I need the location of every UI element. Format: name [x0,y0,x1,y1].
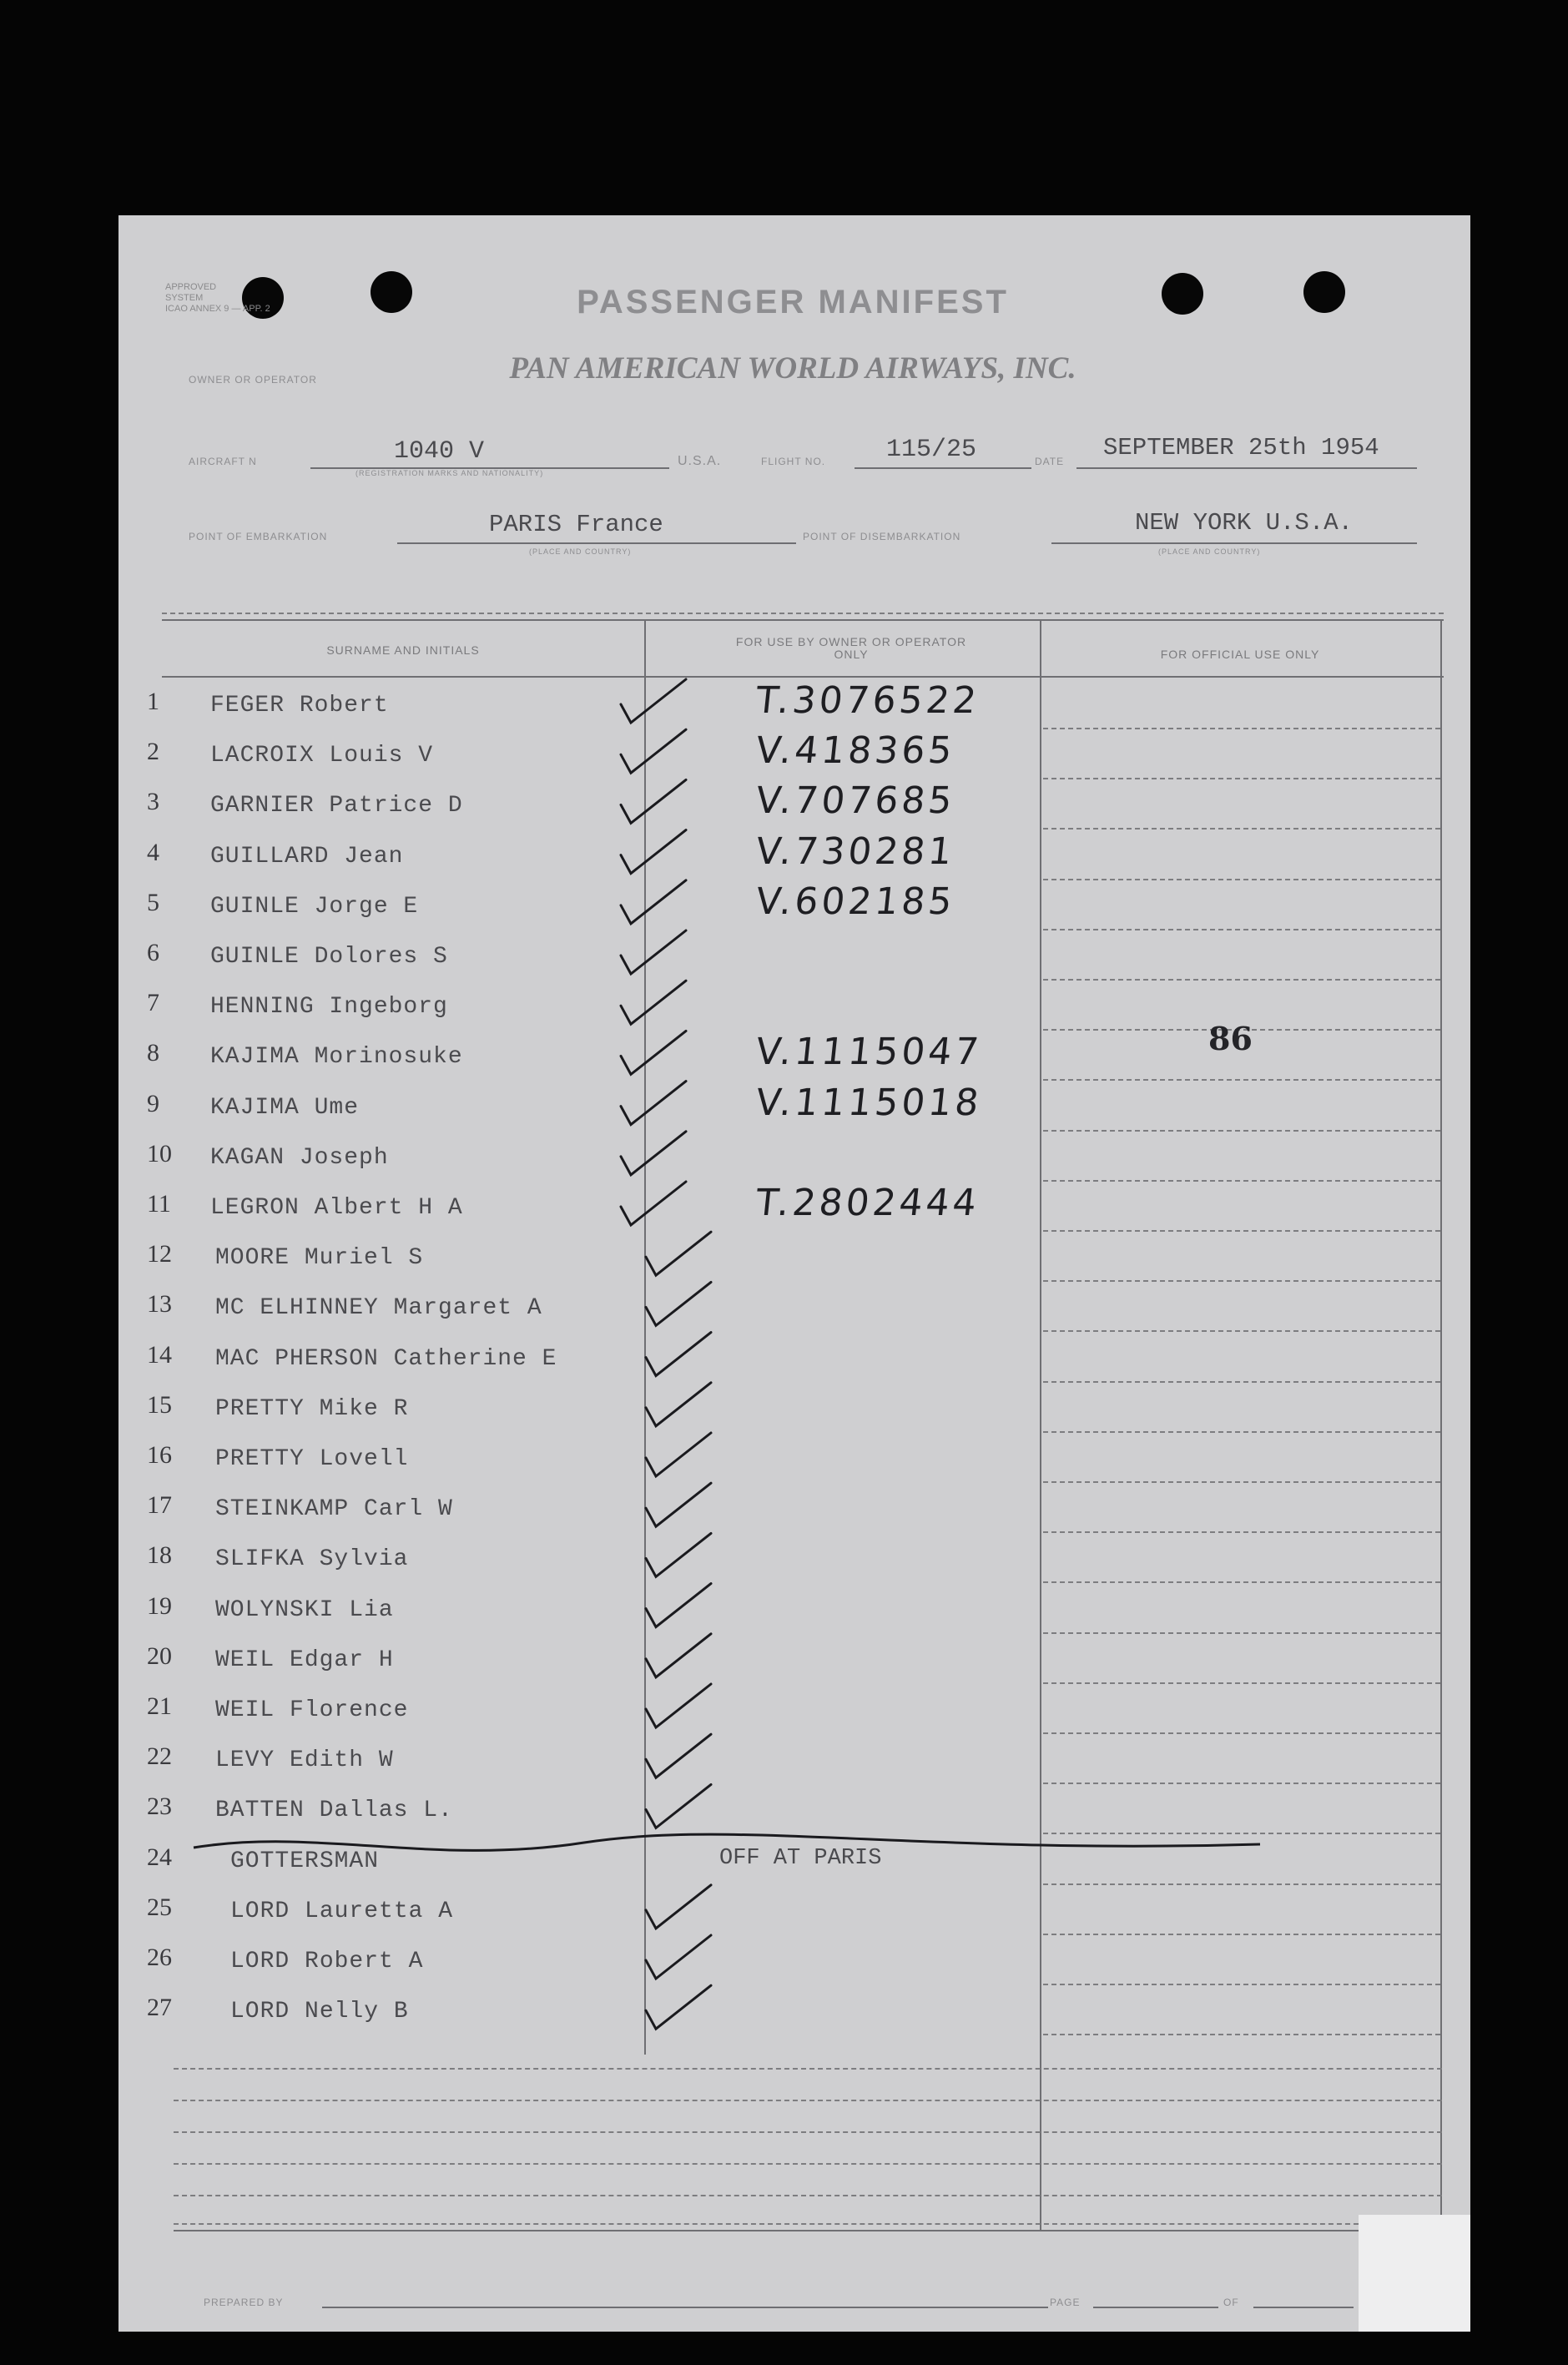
check-mark [621,981,686,1024]
check-mark [646,1935,711,1979]
row-number: 12 [147,1240,172,1268]
passenger-name: SLIFKA Sylvia [215,1546,409,1573]
row-number: 8 [147,1039,159,1067]
row-number: 1 [147,688,159,715]
row-number: 7 [147,989,159,1017]
check-mark [646,1634,711,1677]
check-mark [646,1533,711,1576]
check-mark [621,1132,686,1175]
passenger-name: PRETTY Mike R [215,1395,409,1422]
passenger-name: LACROIX Louis V [210,743,434,769]
owner-label: OWNER OR OPERATOR [189,374,317,386]
row-number: 26 [147,1944,172,1971]
check-mark [646,1232,711,1275]
row-number: 17 [147,1491,172,1520]
row-number: 14 [147,1340,172,1369]
row-number: 2 [147,738,159,766]
official-mark: 86 [1208,1020,1253,1057]
check-mark [621,880,686,924]
row-number: 4 [147,838,159,866]
column-header-official: FOR OFFICIAL USE ONLY [1160,648,1320,661]
date-label: DATE [1035,456,1065,467]
flight-label: FLIGHT NO. [761,456,826,467]
row-number: 10 [147,1139,172,1167]
check-mark [646,1433,711,1476]
airline-name: PAN AMERICAN WORLD AIRWAYS, INC. [509,351,1076,386]
passenger-name: FEGER Robert [210,693,389,719]
passenger-name: HENNING Ingeborg [210,994,448,1021]
passenger-name: WEIL Florence [215,1697,409,1723]
nationality: U.S.A. [678,454,722,468]
passenger-name: KAJIMA Ume [210,1094,360,1121]
prepared-label: PREPARED BY [204,2297,284,2308]
passenger-name: MC ELHINNEY Margaret A [215,1295,542,1322]
disembarkation-caption: (PLACE AND COUNTRY) [1158,547,1261,556]
check-mark [646,1483,711,1526]
strike-through-line [194,1834,1260,1850]
embarkation-caption: (PLACE AND COUNTRY) [529,547,632,556]
check-mark [621,729,686,773]
check-mark [646,1684,711,1727]
passenger-name: GUINLE Jorge E [210,893,419,920]
row-number: 21 [147,1692,172,1720]
of-label: OF [1223,2297,1239,2308]
check-mark [646,1333,711,1376]
aircraft-value: 1040 V [394,437,485,466]
check-mark [621,1031,686,1074]
passenger-name: KAJIMA Morinosuke [210,1044,463,1071]
check-mark [646,1282,711,1325]
row-number: 11 [147,1190,171,1218]
passenger-name: GOTTERSMAN [230,1848,380,1874]
check-mark [621,930,686,974]
row-number: 25 [147,1893,172,1921]
passenger-name: LEVY Edith W [215,1747,394,1774]
row-number: 16 [147,1441,172,1469]
check-mark [646,1734,711,1778]
ticket-number: T.3076522 [754,679,982,722]
passenger-name: MAC PHERSON Catherine E [215,1345,557,1372]
approval-line: SYSTEM [165,293,204,303]
check-mark [621,1082,686,1125]
registration-caption: (REGISTRATION MARKS AND NATIONALITY) [355,469,544,477]
passenger-name: LORD Lauretta A [230,1898,454,1924]
check-mark [621,679,686,723]
check-mark [621,779,686,823]
passenger-name: BATTEN Dallas L. [215,1798,453,1824]
row-number: 6 [147,939,159,966]
row-number: 5 [147,888,159,916]
row-number: 22 [147,1742,172,1771]
ticket-number: T.2802444 [754,1182,982,1224]
document-title: PASSENGER MANIFEST [577,284,1009,320]
check-mark [646,1383,711,1426]
passenger-name: KAGAN Joseph [210,1144,389,1171]
column-header-operator: FOR USE BY OWNER OR OPERATOR ONLY [735,635,967,661]
ticket-number: V.602185 [754,880,958,923]
ticket-number: V.1115047 [754,1031,985,1074]
passenger-name: WEIL Edgar H [215,1646,394,1673]
approval-line: ICAO ANNEX 9 — APP. 2 [165,304,270,314]
ticket-number: V.707685 [754,779,958,823]
date-value: SEPTEMBER 25th 1954 [1103,434,1379,461]
passenger-name: GUINLE Dolores S [210,944,448,970]
row-number: 20 [147,1641,172,1670]
passenger-name: WOLYNSKI Lia [215,1596,394,1623]
approval-line: APPROVED [165,282,217,292]
check-mark [621,1182,686,1225]
passenger-name: PRETTY Lovell [215,1446,409,1472]
row-number: 23 [147,1793,172,1821]
ticket-number: V.418365 [754,729,958,773]
row-number: 13 [147,1290,172,1319]
row-number: 3 [147,788,159,816]
check-mark [646,1784,711,1828]
ticket-number: V.730281 [754,830,958,873]
check-mark [646,1584,711,1627]
row-number: 24 [147,1843,172,1871]
row-number: 9 [147,1089,159,1117]
passenger-name: LEGRON Albert H A [210,1195,463,1221]
passenger-name: STEINKAMP Carl W [215,1496,453,1523]
check-mark [646,1885,711,1929]
passenger-name: MOORE Muriel S [215,1245,424,1272]
page-label: PAGE [1050,2297,1081,2308]
column-header-surname: SURNAME AND INITIALS [326,643,480,657]
row-number: 19 [147,1591,172,1620]
passenger-name: LORD Robert A [230,1949,424,1974]
check-mark [646,1985,711,2029]
passenger-name: GUILLARD Jean [210,843,404,870]
flight-value: 115/25 [886,436,977,464]
row-number: 18 [147,1541,172,1570]
embarkation-value: PARIS France [489,511,663,538]
aircraft-label: AIRCRAFT N [189,456,257,467]
embarkation-label: POINT OF EMBARKATION [189,531,328,542]
passenger-name: LORD Nelly B [230,1999,409,2025]
row-number: 15 [147,1390,172,1419]
disembarkation-value: NEW YORK U.S.A. [1135,509,1354,537]
passenger-name: GARNIER Patrice D [210,793,463,819]
row-number: 27 [147,1994,172,2022]
ticket-number: V.1115018 [754,1081,985,1124]
check-mark [621,830,686,874]
off-at-paris-note: OFF AT PARIS [719,1846,882,1871]
disembarkation-label: POINT OF DISEMBARKATION [803,531,961,542]
